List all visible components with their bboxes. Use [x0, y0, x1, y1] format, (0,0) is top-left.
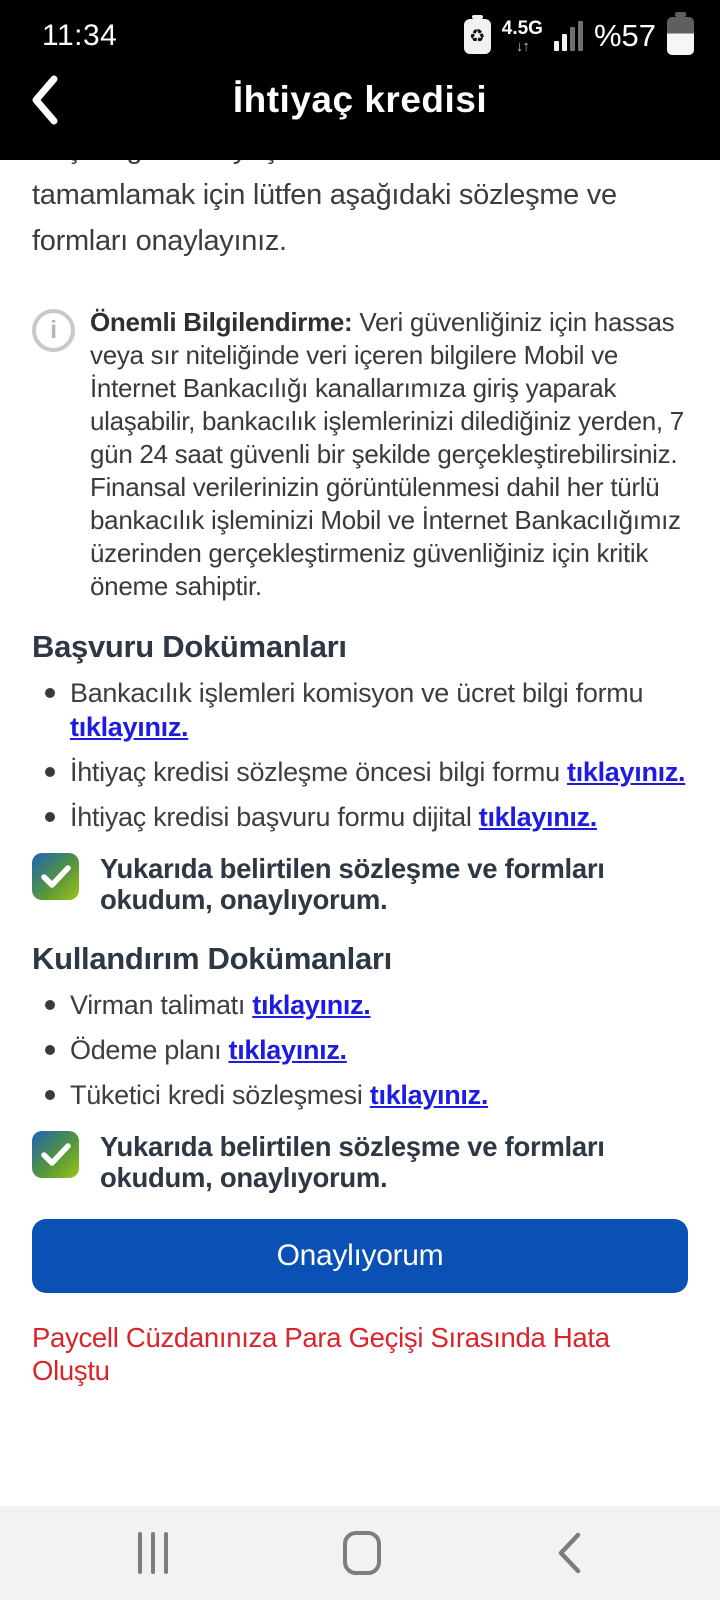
- home-icon: [343, 1531, 381, 1575]
- approve-button[interactable]: Onaylıyorum: [32, 1219, 688, 1293]
- document-link[interactable]: tıklayınız.: [70, 712, 189, 742]
- document-text: Virman talimatı: [70, 990, 253, 1020]
- document-link[interactable]: tıklayınız.: [369, 1080, 489, 1110]
- document-link[interactable]: tıklayınız.: [252, 990, 371, 1020]
- list-item: [32, 1033, 688, 1067]
- document-text: İhtiyaç kredisi başvuru formu dijital: [70, 802, 479, 832]
- list-item: [32, 800, 688, 834]
- data-transfer-arrows-icon: ↓↑: [515, 37, 529, 55]
- intro-rest: tamamlamak için lütfen aşağıdaki sözleşme ve formları onaylayınız.: [32, 179, 617, 257]
- info-icon: i: [32, 309, 75, 352]
- disbursement-documents-heading: Kullandırım Dokümanları: [32, 941, 392, 976]
- application-consent-row: [32, 850, 688, 915]
- disbursement-consent-checkbox[interactable]: [32, 1131, 79, 1178]
- important-info-text: [90, 306, 688, 603]
- important-info-body: Veri güvenliğiniz için hassas veya sır niteliğinde veri içeren bilgilere Mobil ve İnternet Bankacılığı kanallarımıza giriş yaparak ulaşabilir, bankacılık işlemlerinizi dilediğiniz yerden, 7 gün 24 saat güvenli bir şekilde gerçekleştirebilirsiniz. Finansal verilerinizin görüntülenmesi dahil her türlü bankacılık işleminizi Mobil ve İnternet Bankacılığımız üzerinden gerçekleştirmeniz güvenliğiniz için kritik öneme sahiptir.: [90, 307, 684, 601]
- error-message: Paycell Cüzdanınıza Para Geçişi Sırasında Hata Oluştu: [32, 1322, 610, 1386]
- nav-back-button[interactable]: [556, 1531, 582, 1575]
- important-info-section: [32, 306, 688, 603]
- list-item: [32, 988, 688, 1022]
- application-documents-list: [32, 676, 688, 834]
- disbursement-consent-row: [32, 1128, 688, 1193]
- page-title: İhtiyaç kredisi: [232, 79, 488, 120]
- list-item: [32, 1078, 688, 1112]
- recents-button[interactable]: [138, 1532, 168, 1574]
- data-saver-icon: ♻: [464, 19, 491, 54]
- clock-text: 11:34: [42, 19, 118, 52]
- document-link[interactable]: tıklayınız.: [567, 757, 686, 787]
- network-label: 4.5G: [501, 17, 543, 39]
- document-text: Tüketici kredi sözleşmesi: [70, 1080, 370, 1110]
- document-text: Bankacılık işlemleri komisyon ve ücret bilgi formu: [70, 678, 644, 708]
- checkmark-icon: [41, 864, 71, 890]
- back-chevron-icon: [30, 74, 60, 126]
- application-consent-checkbox[interactable]: [32, 853, 79, 900]
- application-documents-heading: Başvuru Dokümanları: [32, 629, 347, 664]
- battery-percent-text: %57: [593, 18, 656, 53]
- header-title-row: [0, 56, 720, 130]
- back-icon: [556, 1531, 582, 1575]
- home-button[interactable]: [343, 1531, 381, 1575]
- consent-label: Yukarıda belirtilen sözleşme ve formları okudum, onaylıyorum.: [100, 853, 605, 915]
- network-type-indicator: [502, 19, 543, 54]
- signal-strength-icon: [554, 21, 583, 51]
- document-link[interactable]: tıklayınız.: [478, 802, 598, 832]
- document-text: İhtiyaç kredisi sözleşme öncesi bilgi formu: [70, 757, 567, 787]
- checkmark-icon: [41, 1142, 71, 1168]
- status-icons: [464, 17, 694, 55]
- android-nav-bar: [0, 1506, 720, 1600]
- list-item: [32, 755, 688, 789]
- back-button[interactable]: [30, 70, 90, 130]
- battery-icon: [667, 17, 694, 55]
- disbursement-documents-list: [32, 988, 688, 1112]
- status-bar: [0, 0, 720, 56]
- list-item: [32, 676, 688, 744]
- recents-icon: [138, 1532, 168, 1574]
- consent-label: Yukarıda belirtilen sözleşme ve formları okudum, onaylıyorum.: [100, 1131, 605, 1193]
- document-text: Ödeme planı: [70, 1035, 229, 1065]
- important-info-label: Önemli Bilgilendirme:: [90, 307, 353, 337]
- app-header: [0, 0, 720, 160]
- document-link[interactable]: tıklayınız.: [228, 1035, 347, 1065]
